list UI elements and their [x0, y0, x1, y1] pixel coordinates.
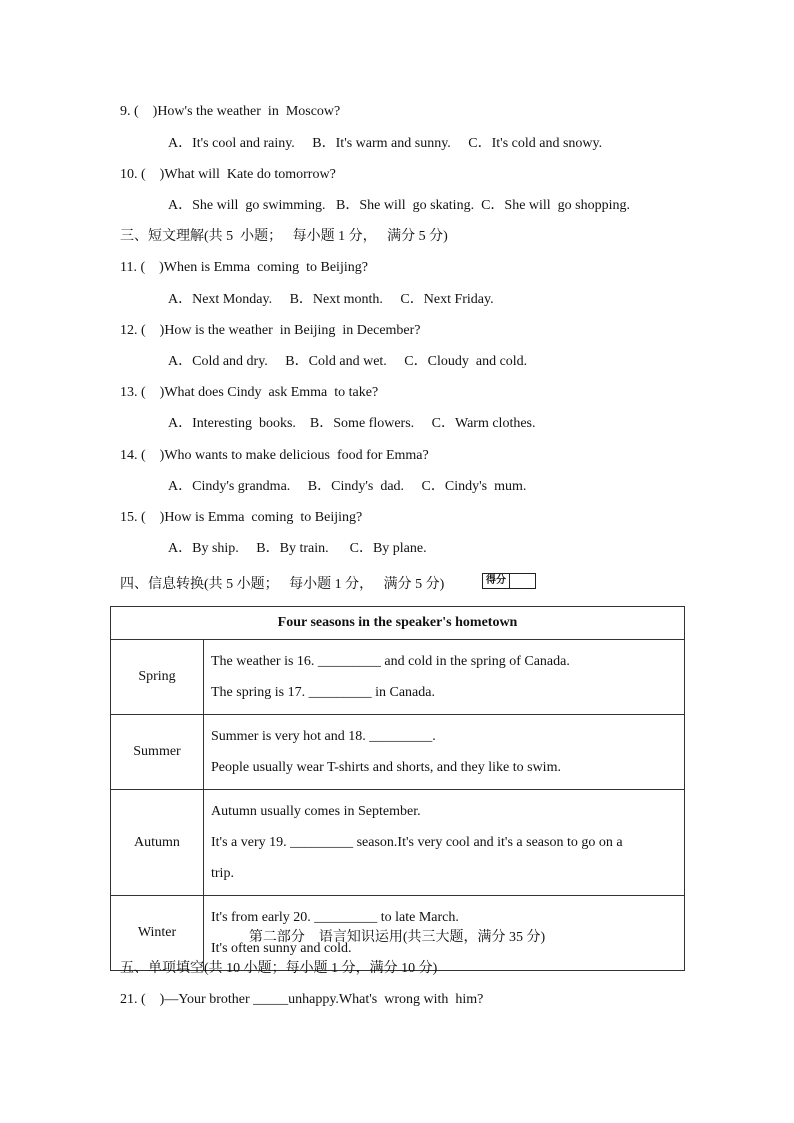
- description-cell: [204, 640, 685, 715]
- description-cell: [204, 790, 685, 896]
- question-21-stem: 21. ( )—Your brother _____unhappy.What's wrong with him?: [120, 992, 484, 1007]
- question-9-stem: 9. ( )How's the weather in Moscow?: [120, 104, 341, 119]
- question-10-options: A．She will go swimming. B．She will go skating. C．She will go shopping.: [168, 198, 631, 213]
- section-5-title: 五、单项填空(共 10 小题；每小题 1 分，满分 10 分): [120, 961, 438, 976]
- season-cell: Spring: [111, 640, 204, 715]
- question-12-stem: 12. ( )How is the weather in Beijing in December?: [120, 323, 421, 338]
- season-cell: Winter: [111, 896, 204, 971]
- question-14-options: A．Cindy's grandma. B．Cindy's dad. C．Cindy's mum.: [168, 479, 527, 494]
- table-row: [111, 715, 685, 790]
- description-line: It's often sunny and cold.: [211, 941, 352, 956]
- table-row: [111, 640, 685, 715]
- question-13-options: A．Interesting books. B．Some flowers. C．Warm clothes.: [168, 416, 536, 431]
- part-2-title: 第二部分 语言知识运用(共三大题，满分 35 分): [248, 930, 546, 945]
- description-cell: [204, 715, 685, 790]
- section-4-title: 四、信息转换(共 5 小题； 每小题 1 分， 满分 5 分): [120, 577, 445, 592]
- question-13-stem: 13. ( )What does Cindy ask Emma to take?: [120, 385, 379, 400]
- score-box: [482, 573, 536, 589]
- description-line: Summer is very hot and 18. _________.: [211, 729, 436, 744]
- question-15-stem: 15. ( )How is Emma coming to Beijing?: [120, 510, 363, 525]
- info-table: [110, 606, 685, 971]
- table-title: Four seasons in the speaker's hometown: [111, 607, 685, 640]
- description-line: People usually wear T-shirts and shorts, and they like to swim.: [211, 760, 561, 775]
- description-line: trip.: [211, 866, 234, 881]
- question-11-stem: 11. ( )When is Emma coming to Beijing?: [120, 260, 368, 275]
- description-line: The weather is 16. _________ and cold in the spring of Canada.: [211, 654, 570, 669]
- table-header-row: [111, 607, 685, 640]
- score-field: [510, 574, 535, 588]
- description-line: The spring is 17. _________ in Canada.: [211, 685, 435, 700]
- description-line: It's a very 19. _________ season.It's very cool and it's a season to go on a: [211, 835, 623, 850]
- table-row: [111, 790, 685, 896]
- description-line: It's from early 20. _________ to late March.: [211, 910, 459, 925]
- question-9-options: A．It's cool and rainy. B．It's warm and sunny. C．It's cold and snowy.: [168, 136, 603, 151]
- score-label: 得分: [483, 574, 510, 588]
- section-3-title: 三、短文理解(共 5 小题； 每小题 1 分， 满分 5 分): [120, 229, 448, 244]
- season-cell: Autumn: [111, 790, 204, 896]
- season-cell: Summer: [111, 715, 204, 790]
- question-14-stem: 14. ( )Who wants to make delicious food for Emma?: [120, 448, 429, 463]
- question-12-options: A．Cold and dry. B．Cold and wet. C．Cloudy and cold.: [168, 354, 528, 369]
- question-11-options: A．Next Monday. B．Next month. C．Next Friday.: [168, 292, 494, 307]
- question-10-stem: 10. ( )What will Kate do tomorrow?: [120, 167, 336, 182]
- question-15-options: A．By ship. B．By train. C．By plane.: [168, 541, 427, 556]
- description-line: Autumn usually comes in September.: [211, 804, 421, 819]
